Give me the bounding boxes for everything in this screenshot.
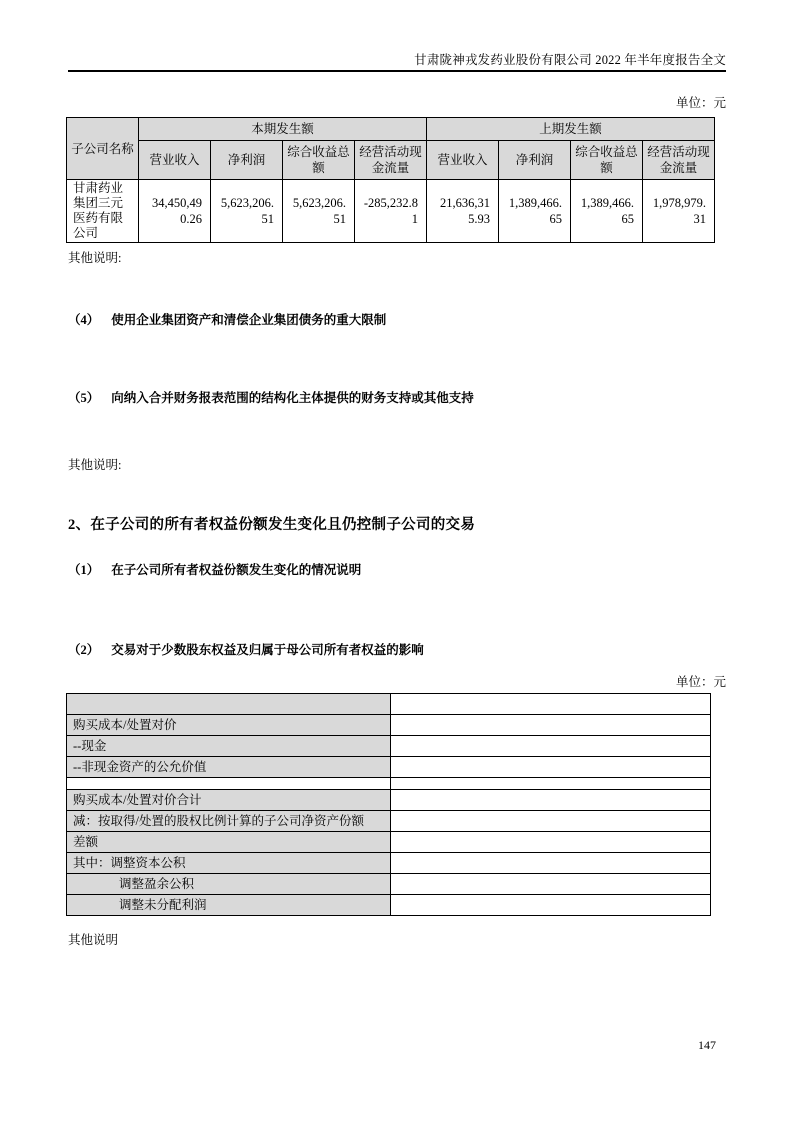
col-header-current-comprehensive-income: 综合收益总额	[283, 141, 355, 180]
col-group-prior-period: 上期发生额	[427, 118, 715, 141]
cell-label-adjust-retained-earnings: 调整未分配利润	[67, 895, 391, 916]
section-heading-4-number: （4）	[68, 313, 100, 327]
col-group-current-period: 本期发生额	[139, 118, 427, 141]
cell-label-noncash-fair-value: --非现金资产的公允价值	[67, 757, 391, 778]
table-row-cash	[67, 736, 711, 757]
subsection-heading-1-text: 在子公司所有者权益份额发生变化的情况说明	[111, 563, 362, 577]
col-header-subsidiary-name: 子公司名称	[67, 118, 139, 180]
table-row-adjust-capital-reserve	[67, 853, 711, 874]
subsection-heading-1-number: （1）	[68, 563, 100, 577]
other-note-3: 其他说明	[68, 933, 119, 947]
cell-label-blank	[67, 694, 391, 715]
cell-value-noncash-fair-value	[391, 757, 711, 778]
subsection-heading-2-text: 交易对于少数股东权益及归属于母公司所有者权益的影响	[111, 643, 424, 657]
cell-value-cash	[391, 736, 711, 757]
cell-label-adjust-surplus-reserve: 调整盈余公积	[67, 874, 391, 895]
col-header-prior-comprehensive-income: 综合收益总额	[571, 141, 643, 180]
cell-label-less-net-asset-share: 减：按取得/处置的股权比例计算的子公司净资产份额	[67, 811, 391, 832]
cell-label-purchase-cost: 购买成本/处置对价	[67, 715, 391, 736]
equity-change-table	[66, 693, 711, 916]
page-number: 147	[698, 1038, 716, 1052]
cell-current-operating-cashflow: -285,232.81	[355, 180, 427, 243]
col-header-current-net-profit: 净利润	[211, 141, 283, 180]
table-row-adjust-surplus-reserve	[67, 874, 711, 895]
subsection-heading-1	[68, 560, 361, 578]
cell-prior-comprehensive-income: 1,389,466.65	[571, 180, 643, 243]
table-row-spacer	[67, 778, 711, 790]
cell-current-revenue: 34,450,490.26	[139, 180, 211, 243]
section-heading-4-text: 使用企业集团资产和清偿企业集团债务的重大限制	[111, 313, 387, 327]
col-header-current-revenue: 营业收入	[139, 141, 211, 180]
other-note-1: 其他说明:	[68, 251, 122, 265]
other-note-2: 其他说明:	[68, 458, 122, 472]
table-row-subsidiary	[67, 180, 715, 243]
cell-label-cash: --现金	[67, 736, 391, 757]
cell-current-net-profit: 5,623,206.51	[211, 180, 283, 243]
cell-label-difference: 差额	[67, 832, 391, 853]
table-row-difference	[67, 832, 711, 853]
table-row-less-net-asset-share	[67, 811, 711, 832]
cell-prior-net-profit: 1,389,466.65	[499, 180, 571, 243]
cell-value-adjust-capital-reserve	[391, 853, 711, 874]
table-row-purchase-cost-total	[67, 790, 711, 811]
unit-label-1: 单位：元	[675, 96, 726, 110]
table-row-blank-header	[67, 694, 711, 715]
section-heading-5-text: 向纳入合并财务报表范围的结构化主体提供的财务支持或其他支持	[111, 391, 474, 405]
cell-value-spacer	[391, 778, 711, 790]
table-row-purchase-cost	[67, 715, 711, 736]
cell-prior-operating-cashflow: 1,978,979.31	[643, 180, 715, 243]
cell-value-purchase-cost-total	[391, 790, 711, 811]
subsection-heading-2-number: （2）	[68, 643, 100, 657]
subsidiary-financials-table	[66, 117, 715, 243]
section-heading-5	[68, 388, 474, 406]
header-title: 甘肃陇神戎发药业股份有限公司 2022 年半年度报告全文	[414, 53, 726, 67]
unit-label-2: 单位：元	[675, 675, 726, 689]
section-heading-2: 2、在子公司的所有者权益份额发生变化且仍控制子公司的交易	[68, 517, 476, 533]
cell-current-comprehensive-income: 5,623,206.51	[283, 180, 355, 243]
cell-value-less-net-asset-share	[391, 811, 711, 832]
cell-label-purchase-cost-total: 购买成本/处置对价合计	[67, 790, 391, 811]
cell-value-blank	[391, 694, 711, 715]
cell-label-adjust-capital-reserve: 其中：调整资本公积	[67, 853, 391, 874]
header-rule	[68, 70, 726, 72]
table-row-noncash-fair-value	[67, 757, 711, 778]
table-row-adjust-retained-earnings	[67, 895, 711, 916]
cell-value-adjust-retained-earnings	[391, 895, 711, 916]
cell-prior-revenue: 21,636,315.93	[427, 180, 499, 243]
cell-value-purchase-cost	[391, 715, 711, 736]
cell-subsidiary-name: 甘肃药业集团三元医药有限公司	[67, 180, 139, 243]
cell-value-adjust-surplus-reserve	[391, 874, 711, 895]
subsection-heading-2	[68, 640, 424, 658]
col-header-prior-operating-cashflow: 经营活动现金流量	[643, 141, 715, 180]
section-heading-5-number: （5）	[68, 391, 100, 405]
col-header-prior-net-profit: 净利润	[499, 141, 571, 180]
section-heading-4	[68, 310, 386, 328]
cell-value-difference	[391, 832, 711, 853]
table-header-sub-row	[67, 141, 715, 180]
col-header-prior-revenue: 营业收入	[427, 141, 499, 180]
table-header-group-row	[67, 118, 715, 141]
col-header-current-operating-cashflow: 经营活动现金流量	[355, 141, 427, 180]
cell-label-spacer	[67, 778, 391, 790]
